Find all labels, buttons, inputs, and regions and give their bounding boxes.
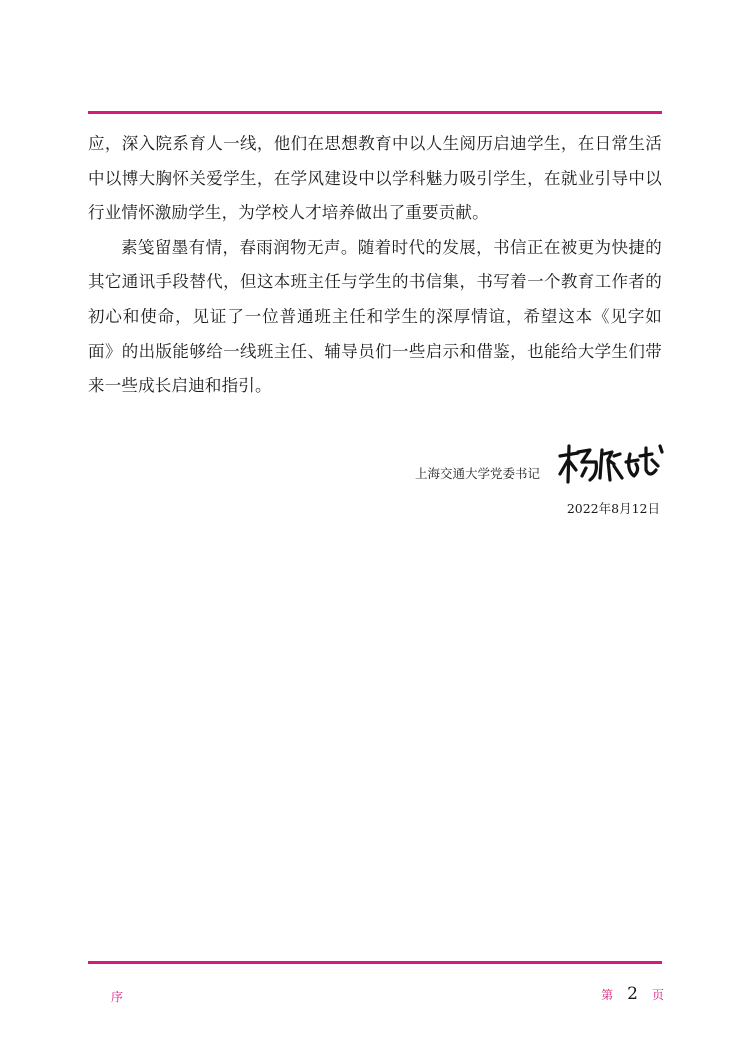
signoff-date: 2022年8月12日 — [566, 501, 660, 516]
paragraph-closing: 素笺留墨有情，春雨润物无声。随着时代的发展，书信正在被更为快捷的其它通讯手段替代，但这本班主任与学生的书信集，书写着一个教育工作者的初心和使命，见证了一位普通班主任和学生的深厚情谊，希望这本《见字如面》的出版能够给一线班主任、辅导员们一些启示和借鉴，也能给大学生们带来一些成长启迪和指引。 — [88, 237, 662, 396]
signoff-title: 上海交通大学党委书记 — [415, 466, 541, 481]
paragraph-continuation: 应，深入院系育人一线，他们在思想教育中以人生阅历启迪学生，在日常生活中以博大胸怀关爱学生，在学风建设中以学科魅力吸引学生，在就业引导中以行业情怀激励学生，为学校人才培养做出了重要贡献。 — [88, 134, 662, 223]
footer-section-label: 序 — [111, 990, 124, 1004]
page-number: 2 — [627, 984, 638, 1004]
handwritten-signature — [556, 440, 666, 488]
page-prefix: 第 — [601, 988, 614, 1002]
body-text — [88, 127, 662, 404]
top-rule — [88, 111, 662, 114]
bottom-rule — [88, 961, 662, 964]
page-suffix: 页 — [651, 988, 664, 1002]
page-number-block — [601, 984, 664, 1004]
